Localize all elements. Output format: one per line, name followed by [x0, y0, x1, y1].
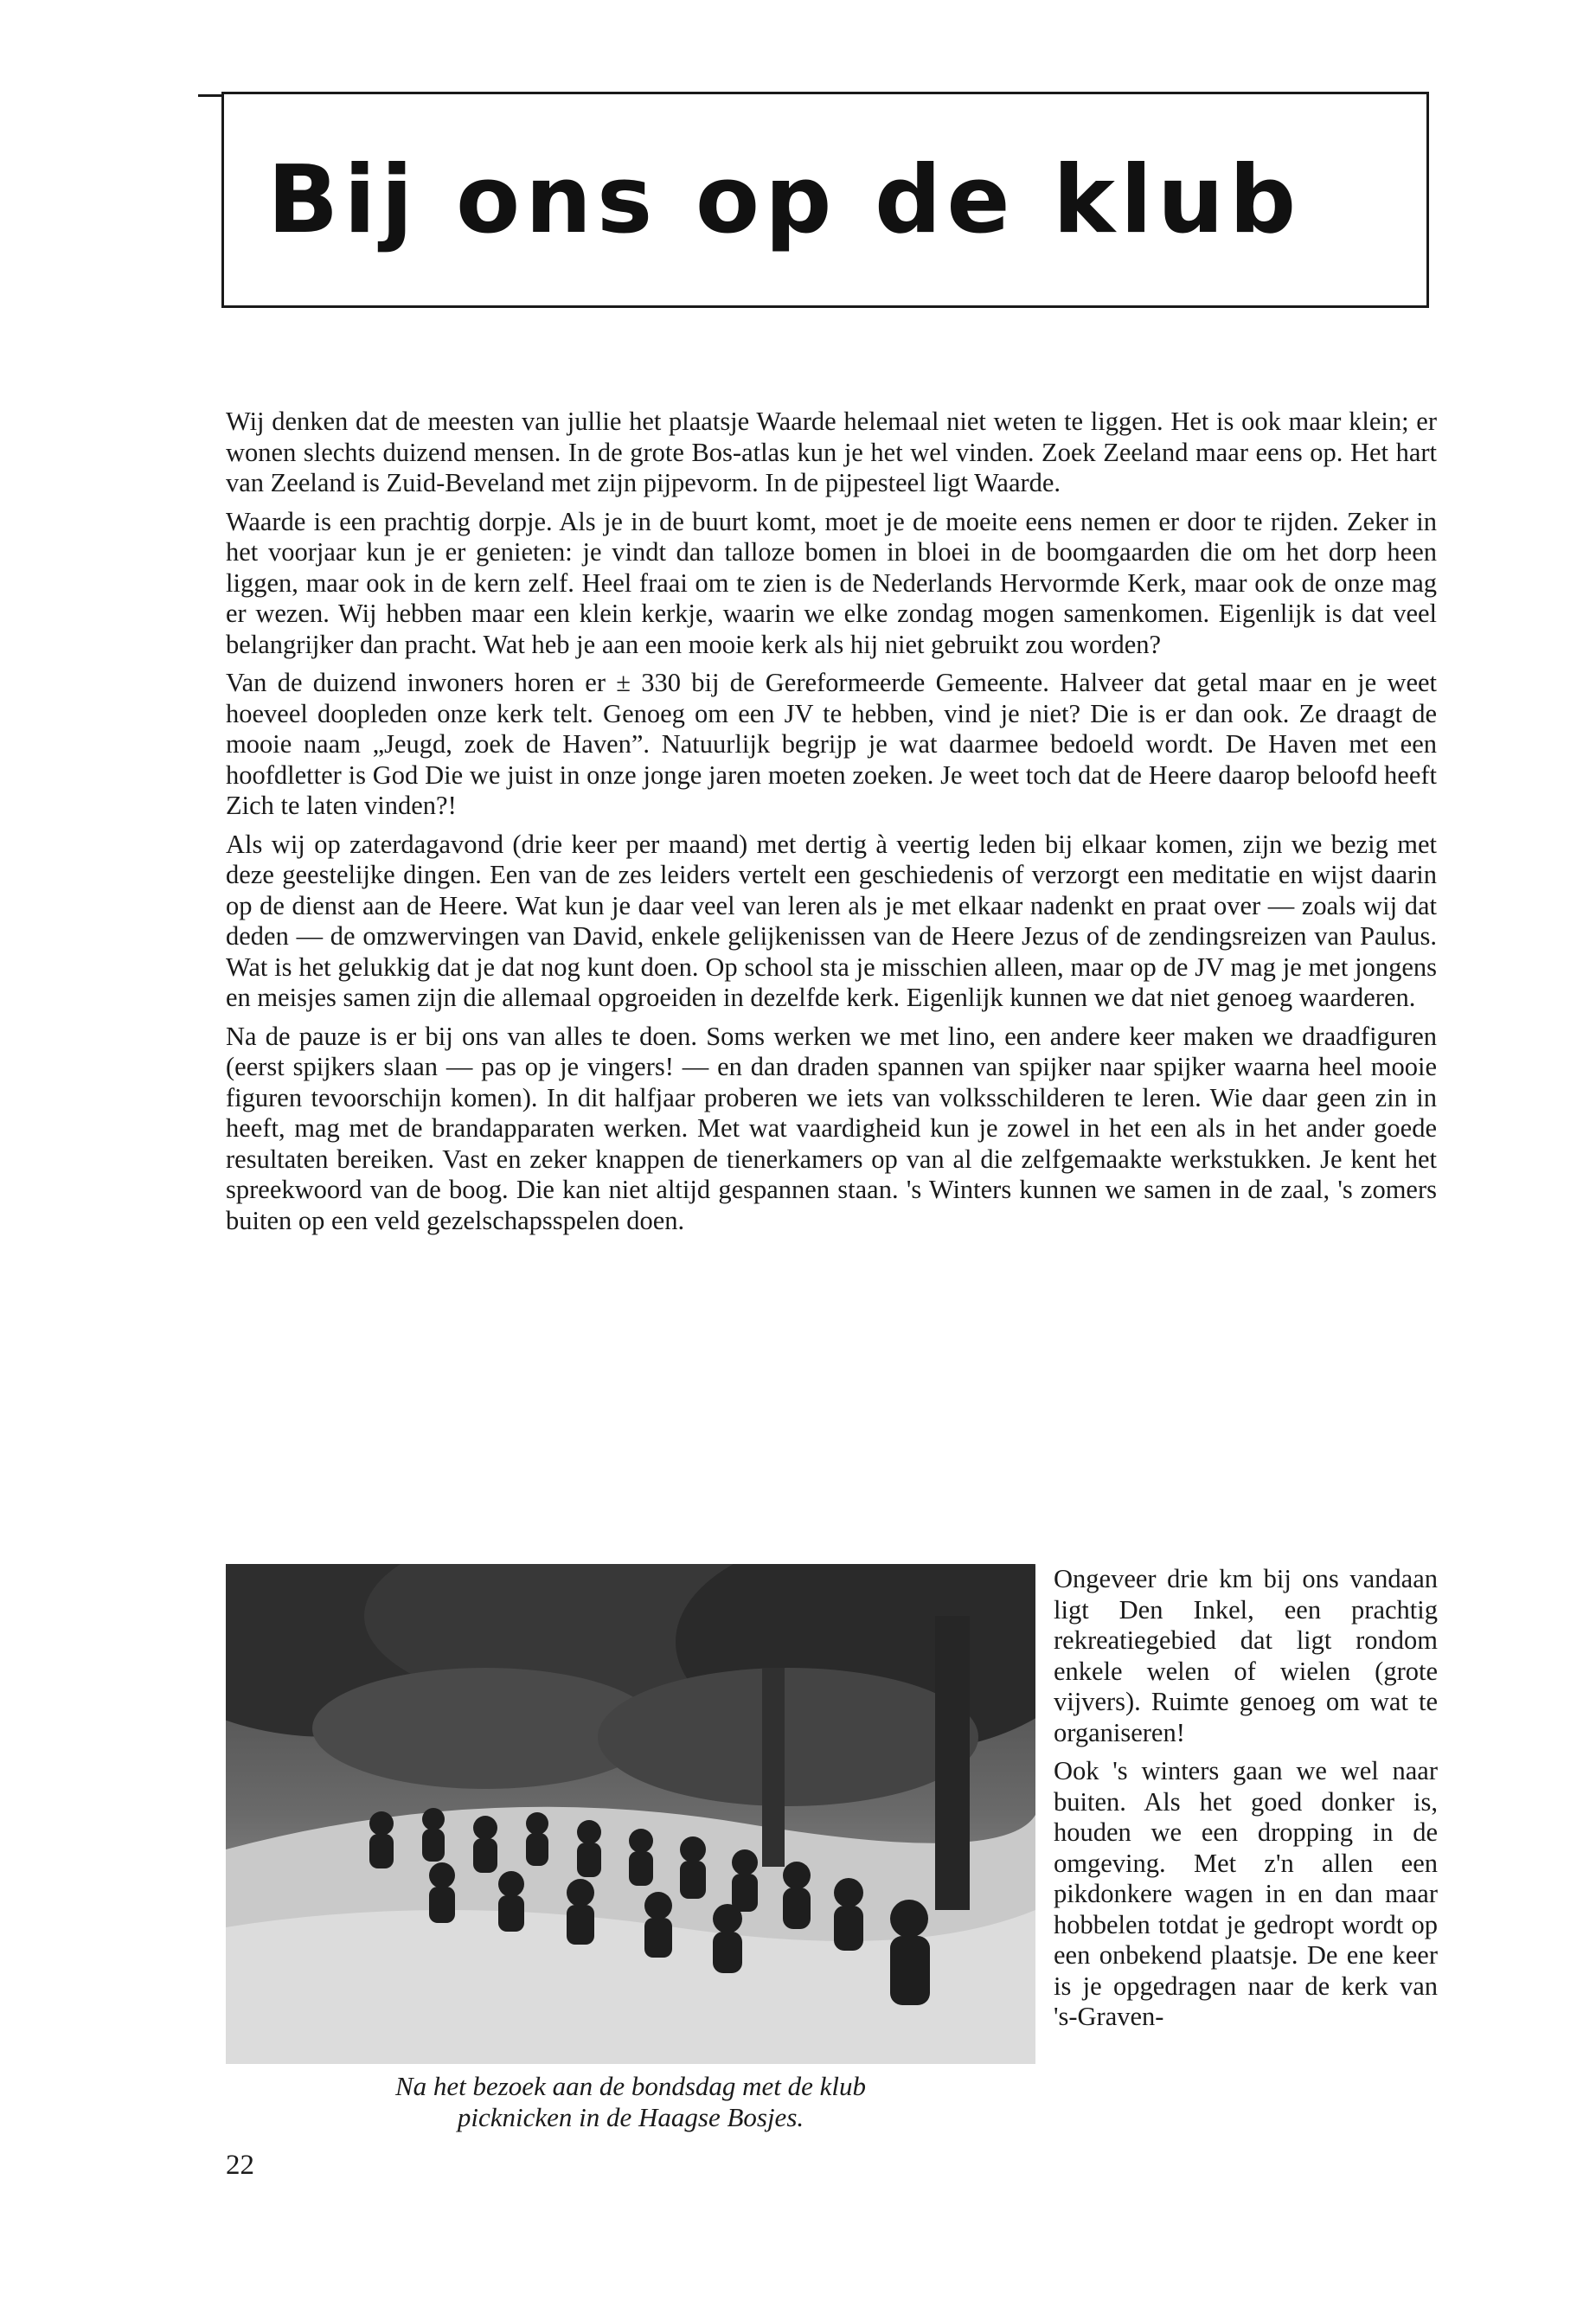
article-paragraph: Wij denken dat de meesten van jullie het plaatsje Waarde helemaal niet weten te liggen. Het is ook maar klein; er wonen slechts duizend mensen. In de grote Bos-atlas kun je het wel vinden. Zoek Zeeland maar eens op. Het hart van Zeeland is Zuid-Beveland met zijn pijpevorm. In de pijpesteel ligt Waarde. — [226, 407, 1437, 497]
photo-figure — [226, 1564, 1035, 2133]
side-paragraph: Ongeveer drie km bij ons vandaan ligt Den Inkel, een prachtig rekreatiegebied dat ligt rondom enkele welen of wielen (grote vijvers). Ruimte genoeg om wat te organiseren! — [1054, 1564, 1438, 1747]
page-title: Bij ons op de klub — [267, 146, 1302, 254]
article-paragraph: Van de duizend inwoners horen er ± 330 bij de Gereformeerde Gemeente. Halveer dat getal maar en je weet hoeveel doopleden onze kerk telt. Genoeg om een JV te hebben, vind je niet? Die is er dan ook. Ze draagt de mooie naam „Jeugd, zoek de Haven”. Natuurlijk begrijp je wat daarmee bedoeld wordt. De Haven met een hoofdletter is God Die we juist in onze jonge jaren moeten zoeken. Je weet toch dat de Heere daarop beloofd heeft Zich te laten vinden?! — [226, 668, 1437, 820]
side-column — [1054, 1564, 1438, 2041]
picnic-photo — [226, 1564, 1035, 2064]
caption-line: picknicken in de Haagse Bosjes. — [457, 2102, 804, 2132]
article-paragraph: Waarde is een prachtig dorpje. Als je in de buurt komt, moet je de moeite eens nemen er door te rijden. Zeker in het voorjaar kun je er genieten: je vindt dan talloze bomen in bloei in de boomgaarden die om het dorp heen liggen, maar ook in de kern zelf. Heel fraai om te zien is de Nederlands Hervormde Kerk, maar ook de onze mag er wezen. Wij hebben maar een klein kerkje, waarin we elke zondag mogen samenkomen. Eigenlijk is dat veel belangrijker dan pracht. Wat heb je aan een mooie kerk als hij niet gebruikt zou worden? — [226, 506, 1437, 659]
title-box — [221, 92, 1429, 308]
page-number: 22 — [226, 2150, 254, 2181]
article-paragraph: Na de pauze is er bij ons van alles te doen. Soms werken we met lino, een andere keer maken we draadfiguren (eerst spijkers slaan — pas op je vingers! — en dan draden spannen van spijker naar spijker waarna heel mooie figuren tevoorschijn komen). In dit halfjaar proberen we iets van volksschilderen te leren. Wie daar geen zin in heeft, mag met de brandapparaten werken. Met wat vaardigheid kun je zowel in het een als in het ander goede resultaten bereiken. Vast en zeker knappen de tienerkamers op van al die zelfgemaakte werkstukken. Je kent het spreekwoord van de boog. Die kan niet altijd gespannen staan. 's Winters kunnen we samen in de zaal, 's zomers buiten op een veld gezelschapsspelen doen. — [226, 1021, 1437, 1235]
article-body — [226, 407, 1437, 1244]
photo-caption — [226, 2071, 1035, 2133]
side-paragraph: Ook 's winters gaan we wel naar buiten. Als het goed donker is, houden we een dropping in de omgeving. Met z'n allen een pikdonkere wagen in en dan maar hobbelen totdat je gedropt wordt op een onbekend plaatsje. De ene keer is je opgedragen naar de kerk van 's-Graven- — [1054, 1756, 1438, 2031]
title-rule — [198, 94, 224, 97]
caption-line: Na het bezoek aan de bondsdag met de klub — [394, 2071, 867, 2101]
article-paragraph: Als wij op zaterdagavond (drie keer per maand) met dertig à veertig leden bij elkaar komen, zijn we bezig met deze geestelijke dingen. Een van de zes leiders vertelt een geschiedenis of verzorgt een meditatie en wijst daarin op de dienst aan de Heere. Wat kun je daar veel van leren als je met elkaar nadenkt en praat over — zoals wij dat deden — de omzwervingen van David, enkele gelijkenissen van de Heere Jezus of de zendingsreizen van Paulus. Wat is het gelukkig dat je dat nog kunt doen. Op school sta je misschien alleen, maar op de JV mag je met jongens en meisjes samen zijn die allemaal opgroeiden in dezelfde kerk. Eigenlijk kunnen we dat niet genoeg waarderen. — [226, 829, 1437, 1012]
picnic-photo-graphic — [226, 1564, 1035, 2064]
